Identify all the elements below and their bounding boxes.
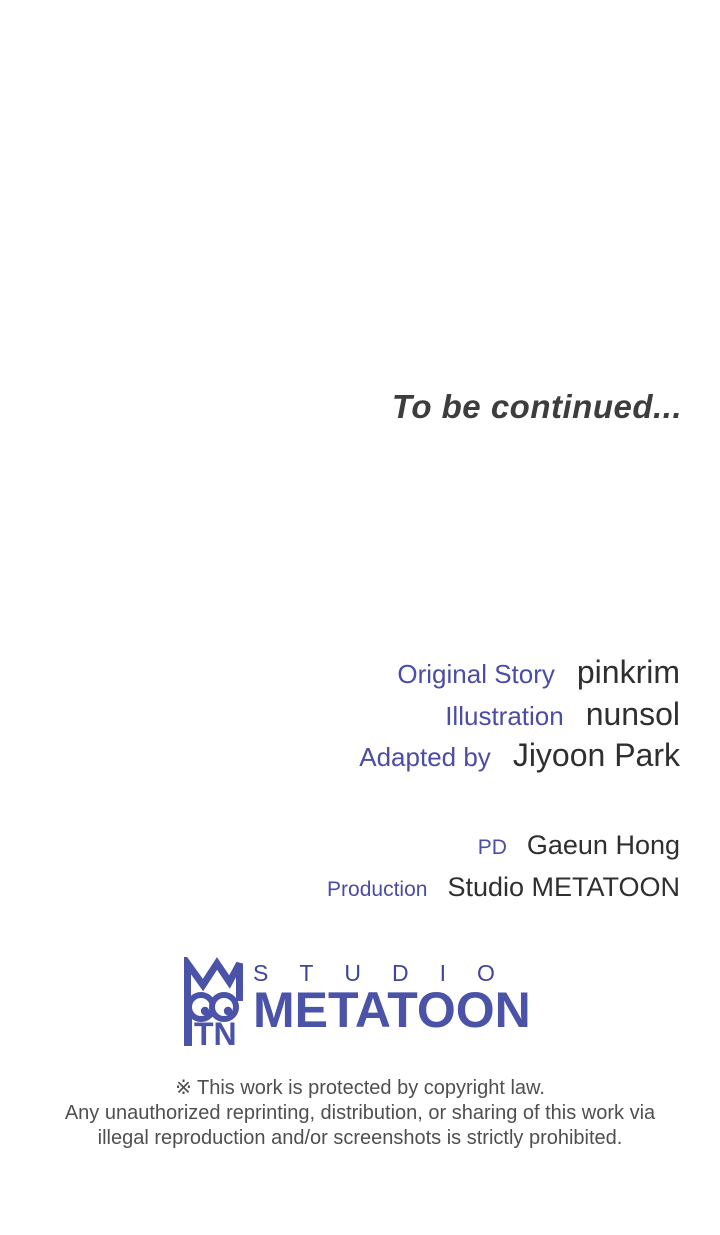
credit-row-production [327, 866, 680, 908]
to-be-continued-text: To be continued... [391, 388, 682, 425]
credit-name: Jiyoon Park [512, 737, 680, 773]
studio-metatoon-logo [182, 957, 531, 1047]
credits-main-block [359, 652, 680, 777]
credits-sub-block [327, 824, 680, 908]
copyright-notice [0, 1076, 720, 1151]
credit-name: Gaeun Hong [526, 830, 680, 860]
copyright-line: ※ This work is protected by copyright law. [175, 1077, 545, 1099]
credit-name: Studio METATOON [447, 872, 680, 902]
credit-row-original-story [359, 652, 680, 694]
credit-row-pd [327, 824, 680, 866]
credit-row-illustration [359, 694, 680, 736]
credit-name: nunsol [585, 695, 680, 732]
logo-studio-text: STUDIO [253, 960, 526, 986]
copyright-line: Any unauthorized reprinting, distribution, or sharing of this work via [64, 1102, 656, 1124]
logo-text-block [253, 957, 531, 1038]
credit-name: pinkrim [576, 654, 680, 690]
credit-label: Original Story [397, 659, 555, 689]
credit-label: PD [477, 836, 507, 859]
metatoon-owl-icon [182, 957, 244, 1047]
copyright-line: illegal reproduction and/or screenshots is strictly prohibited. [97, 1127, 623, 1149]
credit-label: Adapted by [359, 742, 491, 772]
credit-row-adapted-by [359, 735, 680, 777]
credit-label: Illustration [445, 700, 564, 731]
logo-brand-text: METATOON [253, 982, 531, 1038]
credit-label: Production [327, 878, 428, 901]
svg-text:TN: TN [194, 1016, 237, 1047]
